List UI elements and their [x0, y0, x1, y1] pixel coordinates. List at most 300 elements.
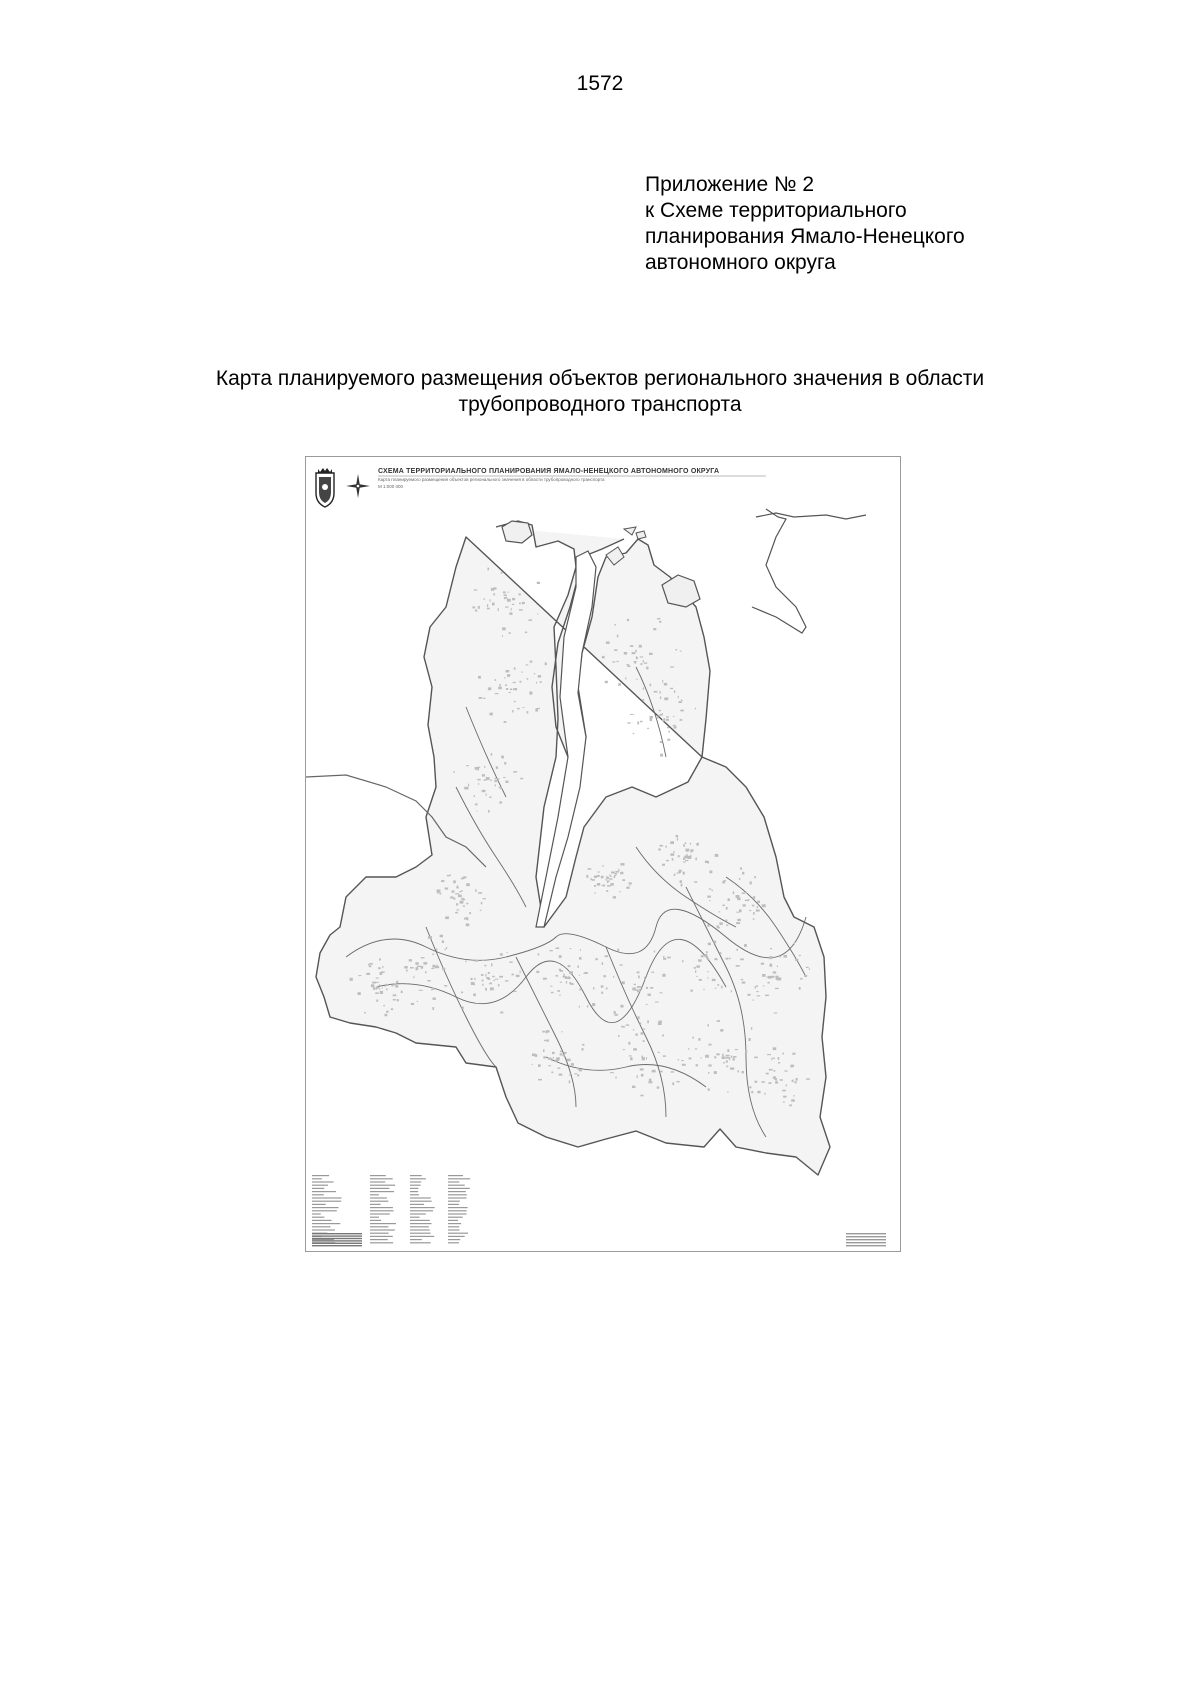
wetland-patch — [748, 899, 749, 901]
wetland-patch — [762, 974, 765, 977]
wetland-patch — [503, 777, 505, 778]
wetland-patch — [523, 707, 525, 708]
wetland-patch — [498, 687, 502, 689]
wetland-patch — [726, 907, 728, 910]
legend-entry — [312, 1220, 332, 1221]
wetland-patch — [701, 955, 704, 957]
wetland-patch — [640, 721, 643, 722]
wetland-patch — [615, 873, 617, 875]
wetland-patch — [695, 1048, 697, 1049]
wetland-patch — [447, 875, 451, 876]
wetland-patch — [504, 595, 506, 596]
wetland-patch — [514, 667, 516, 669]
wetland-patch — [755, 1081, 758, 1083]
wetland-patch — [607, 877, 608, 879]
wetland-patch — [757, 906, 758, 908]
wetland-patch — [481, 902, 483, 904]
wetland-patch — [773, 1076, 776, 1078]
wetland-patch — [643, 1040, 645, 1042]
wetland-patch — [664, 718, 665, 721]
wetland-patch — [491, 963, 493, 966]
wetland-patch — [648, 994, 651, 996]
wetland-patch — [483, 898, 486, 899]
wetland-patch — [606, 890, 608, 892]
wetland-patch — [625, 677, 626, 679]
legend-entry — [370, 1197, 387, 1198]
legend-entry — [410, 1223, 432, 1224]
wetland-patch — [556, 948, 560, 950]
wetland-patch — [655, 1002, 659, 1003]
wetland-patch — [699, 979, 702, 981]
wetland-patch — [629, 885, 630, 886]
wetland-patch — [455, 912, 458, 914]
map-caption: СХЕМА ТЕРРИТОРИАЛЬНОГО ПЛАНИРОВАНИЯ ЯМАЛО-НЕНЕЦКОГО АВТОНОМНОГО ОКРУГА — [378, 468, 720, 475]
wetland-patch — [709, 900, 711, 901]
legend-entry — [448, 1242, 459, 1243]
legend-entry — [410, 1226, 429, 1227]
wetland-patch — [556, 975, 559, 977]
wetland-patch — [756, 991, 758, 992]
wetland-patch — [480, 910, 482, 911]
wetland-patch — [768, 982, 770, 984]
legend-entry — [448, 1239, 460, 1240]
wetland-patch — [627, 722, 631, 723]
wetland-patch — [507, 952, 508, 953]
wetland-patch — [487, 604, 488, 607]
wetland-patch — [701, 1057, 702, 1058]
wetland-patch — [683, 861, 686, 862]
wetland-patch — [654, 951, 655, 953]
wetland-patch — [495, 778, 496, 780]
wetland-patch — [773, 1047, 777, 1050]
wetland-patch — [504, 762, 506, 765]
wetland-patch — [373, 985, 375, 987]
wetland-patch — [710, 871, 713, 874]
wetland-patch — [425, 971, 427, 973]
wetland-patch — [770, 948, 772, 949]
wetland-patch — [659, 691, 660, 694]
wetland-patch — [762, 904, 766, 907]
wetland-patch — [474, 589, 478, 590]
legend-entry — [448, 1188, 470, 1189]
wetland-patch — [703, 989, 704, 990]
wetland-patch — [548, 1058, 552, 1060]
wetland-patch — [500, 788, 502, 789]
wetland-patch — [657, 1086, 660, 1088]
wetland-patch — [466, 765, 469, 766]
wetland-patch — [662, 680, 663, 683]
wetland-patch — [571, 1063, 574, 1066]
wetland-patch — [756, 985, 758, 987]
wetland-patch — [614, 1011, 616, 1014]
wetland-patch — [682, 1064, 686, 1066]
wetland-patch — [368, 964, 369, 966]
wetland-patch — [460, 901, 464, 904]
wetland-patch — [482, 984, 483, 986]
wetland-patch — [511, 608, 512, 610]
wetland-patch — [495, 979, 499, 980]
wetland-patch — [484, 779, 487, 781]
wetland-patch — [444, 985, 447, 986]
wetland-patch — [486, 777, 487, 778]
wetland-patch — [519, 603, 521, 605]
wetland-patch — [761, 963, 764, 965]
wetland-patch — [763, 985, 765, 986]
wetland-patch — [478, 676, 481, 679]
wetland-patch — [783, 1102, 785, 1103]
wetland-patch — [773, 1058, 775, 1059]
wetland-patch — [610, 876, 612, 878]
island — [636, 531, 646, 539]
legend-entry — [312, 1245, 362, 1246]
wetland-patch — [379, 989, 381, 990]
wetland-patch — [714, 941, 717, 944]
legend-entry — [370, 1213, 390, 1214]
wetland-patch — [419, 990, 423, 991]
wetland-patch — [560, 1053, 563, 1055]
wetland-patch — [726, 958, 729, 960]
wetland-patch — [536, 682, 537, 684]
wetland-patch — [746, 892, 747, 894]
wetland-patch — [753, 896, 755, 899]
appendix-line: автономного округа — [645, 251, 836, 274]
wetland-patch — [709, 1044, 712, 1046]
wetland-patch — [780, 956, 781, 958]
wetland-patch — [499, 787, 502, 788]
wetland-patch — [574, 1073, 577, 1074]
wetland-patch — [672, 1082, 674, 1085]
wetland-patch — [754, 876, 756, 878]
wetland-patch — [376, 987, 379, 989]
wetland-patch — [450, 897, 454, 899]
wetland-patch — [471, 982, 475, 985]
wetland-patch — [634, 984, 636, 985]
wetland-patch — [698, 1038, 700, 1041]
wetland-patch — [376, 978, 379, 979]
wetland-patch — [605, 955, 609, 957]
wetland-patch — [602, 865, 603, 866]
wetland-patch — [644, 977, 645, 980]
wetland-patch — [563, 974, 564, 976]
wetland-patch — [582, 1044, 584, 1046]
wetland-patch — [725, 920, 727, 922]
wetland-patch — [486, 794, 487, 796]
wetland-patch — [806, 967, 809, 968]
wetland-patch — [745, 1050, 747, 1052]
wetland-patch — [649, 653, 653, 655]
wetland-patch — [545, 662, 547, 665]
wetland-patch — [618, 683, 621, 686]
wetland-patch — [658, 1021, 662, 1023]
wetland-patch — [753, 918, 755, 920]
wetland-patch — [654, 691, 658, 693]
wetland-patch — [615, 871, 619, 873]
wetland-patch — [633, 1048, 637, 1050]
wetland-patch — [749, 1086, 751, 1088]
wetland-patch — [507, 674, 510, 677]
wetland-patch — [778, 1057, 780, 1060]
wetland-patch — [723, 905, 725, 907]
wetland-patch — [696, 1064, 698, 1066]
wetland-patch — [804, 975, 807, 977]
wetland-patch — [784, 955, 788, 958]
wetland-patch — [463, 905, 465, 906]
wetland-patch — [551, 1060, 552, 1061]
legend-entry — [410, 1178, 426, 1179]
wetland-patch — [629, 666, 631, 667]
wetland-patch — [482, 980, 484, 982]
wetland-patch — [789, 1104, 792, 1106]
wetland-patch — [502, 635, 503, 637]
wetland-patch — [649, 1081, 650, 1083]
wetland-patch — [461, 890, 462, 891]
wetland-patch — [662, 713, 663, 714]
wetland-patch — [475, 610, 477, 612]
wetland-patch — [727, 1055, 729, 1056]
wetland-patch — [381, 991, 382, 993]
wetland-patch — [633, 733, 635, 734]
wetland-patch — [674, 690, 675, 693]
wetland-patch — [783, 1096, 786, 1098]
wetland-patch — [690, 843, 691, 845]
wetland-patch — [488, 687, 491, 690]
wetland-patch — [385, 1014, 388, 1017]
wetland-patch — [678, 696, 679, 698]
wetland-patch — [764, 1093, 765, 1095]
wetland-patch — [731, 990, 732, 992]
wetland-patch — [543, 1056, 546, 1058]
wetland-patch — [445, 916, 449, 919]
wetland-patch — [730, 1068, 733, 1070]
wetland-patch — [570, 948, 572, 949]
wetland-patch — [516, 975, 520, 977]
wetland-patch — [538, 953, 540, 955]
wetland-patch — [465, 961, 466, 963]
wetland-patch — [609, 878, 613, 879]
legend-entry — [410, 1181, 421, 1182]
wetland-patch — [670, 688, 673, 689]
legend-entry — [448, 1194, 467, 1195]
legend-entry — [410, 1191, 418, 1192]
wetland-patch — [791, 1099, 795, 1101]
wetland-patch — [432, 1007, 434, 1010]
wetland-patch — [666, 716, 668, 718]
wetland-patch — [486, 977, 488, 979]
wetland-patch — [677, 838, 678, 841]
wetland-patch — [685, 860, 688, 861]
wetland-patch — [719, 911, 721, 912]
wetland-patch — [794, 942, 795, 945]
wetland-patch — [510, 689, 512, 691]
wetland-patch — [369, 965, 371, 967]
appendix-block — [645, 172, 1085, 276]
wetland-patch — [678, 855, 680, 857]
wetland-patch — [769, 1069, 773, 1071]
wetland-patch — [636, 679, 637, 680]
wetland-patch — [731, 1056, 732, 1058]
wetland-patch — [638, 975, 639, 977]
wetland-patch — [635, 989, 638, 990]
wetland-patch — [466, 883, 470, 886]
wetland-patch — [421, 966, 424, 969]
legend-entry — [312, 1188, 324, 1189]
wetland-patch — [642, 699, 644, 701]
wetland-patch — [512, 710, 513, 712]
legend-entry — [448, 1217, 463, 1218]
wetland-patch — [749, 910, 751, 911]
wetland-patch — [520, 971, 521, 974]
wetland-patch — [372, 982, 376, 984]
wetland-patch — [708, 1024, 709, 1026]
legend-entry — [410, 1233, 431, 1234]
wetland-patch — [459, 891, 462, 892]
wetland-patch — [757, 901, 760, 904]
wetland-patch — [538, 1079, 542, 1081]
wetland-patch — [774, 1070, 776, 1072]
wetland-patch — [676, 835, 679, 838]
wetland-patch — [750, 881, 752, 884]
wetland-patch — [560, 982, 562, 983]
legend-entry — [846, 1242, 886, 1243]
wetland-patch — [471, 978, 473, 980]
wetland-patch — [658, 1022, 662, 1025]
legend-entry — [370, 1207, 393, 1208]
wetland-patch — [379, 958, 381, 960]
coat-of-arms-icon — [316, 468, 334, 507]
wetland-patch — [717, 984, 719, 986]
wetland-patch — [378, 967, 381, 969]
wetland-patch — [775, 988, 779, 989]
legend-entry — [370, 1242, 393, 1243]
wetland-patch — [478, 892, 482, 894]
wetland-patch — [618, 1035, 620, 1037]
wetland-patch — [472, 607, 475, 609]
wetland-patch — [666, 860, 669, 861]
wetland-patch — [695, 858, 697, 861]
wetland-patch — [476, 811, 477, 812]
wetland-patch — [577, 1074, 579, 1076]
legend-entry — [448, 1204, 459, 1205]
wetland-patch — [453, 880, 456, 883]
wetland-patch — [770, 963, 771, 965]
wetland-patch — [579, 957, 582, 960]
wetland-patch — [673, 716, 674, 717]
wetland-patch — [733, 1056, 737, 1058]
wetland-patch — [685, 842, 687, 844]
wetland-patch — [411, 1003, 414, 1005]
wetland-patch — [650, 718, 652, 721]
wetland-patch — [664, 683, 667, 686]
wetland-patch — [793, 1095, 795, 1096]
wetland-patch — [665, 846, 667, 848]
wetland-patch — [492, 603, 495, 606]
wetland-patch — [717, 1020, 720, 1022]
wetland-patch — [566, 981, 567, 984]
wetland-patch — [578, 965, 579, 968]
legend-entry — [370, 1226, 388, 1227]
wetland-patch — [484, 598, 485, 600]
wetland-patch — [726, 925, 728, 926]
wetland-patch — [708, 971, 709, 972]
wetland-patch — [673, 725, 676, 726]
wetland-patch — [543, 1049, 544, 1052]
wetland-patch — [650, 987, 653, 989]
wetland-patch — [521, 671, 522, 672]
wetland-patch — [469, 912, 471, 914]
legend-entry — [448, 1197, 467, 1198]
wetland-patch — [662, 1034, 664, 1036]
wetland-patch — [594, 885, 596, 887]
wetland-patch — [782, 1053, 784, 1055]
legend-entry — [448, 1229, 459, 1230]
wetland-patch — [776, 978, 779, 981]
wetland-patch — [683, 844, 685, 846]
wetland-patch — [496, 766, 498, 769]
wetland-patch — [490, 599, 491, 602]
wetland-patch — [376, 982, 379, 983]
wetland-patch — [727, 1049, 729, 1052]
wetland-patch — [500, 1012, 503, 1014]
legend-entry — [312, 1178, 322, 1179]
wetland-patch — [640, 656, 644, 657]
wetland-patch — [739, 878, 740, 880]
wetland-patch — [640, 1023, 642, 1025]
wetland-patch — [679, 701, 682, 703]
wetland-patch — [717, 925, 719, 927]
map-image — [305, 456, 901, 1252]
coastline — [756, 513, 866, 519]
wetland-patch — [721, 986, 722, 989]
wetland-patch — [381, 971, 385, 973]
wetland-patch — [708, 1072, 709, 1074]
wetland-patch — [376, 1000, 378, 1002]
wetland-patch — [792, 1080, 794, 1083]
wetland-patch — [445, 949, 446, 951]
legend-entry — [448, 1220, 458, 1221]
wetland-patch — [735, 1049, 738, 1050]
wetland-patch — [612, 661, 615, 662]
wetland-patch — [529, 691, 531, 694]
legend-entry — [448, 1207, 468, 1208]
wetland-patch — [506, 670, 510, 672]
wetland-patch — [634, 661, 637, 662]
legend-entry — [410, 1210, 433, 1211]
wetland-patch — [719, 922, 722, 925]
wetland-patch — [646, 1057, 647, 1060]
wetland-patch — [442, 968, 445, 970]
wetland-patch — [501, 756, 504, 759]
wetland-patch — [601, 876, 604, 879]
wetland-patch — [391, 1008, 393, 1010]
wetland-patch — [715, 988, 717, 989]
legend-entry — [448, 1226, 459, 1227]
wetland-patch — [690, 849, 693, 851]
legend-entry — [410, 1242, 431, 1243]
wetland-patch — [474, 978, 475, 980]
wetland-patch — [525, 632, 527, 634]
wetland-patch — [692, 1037, 694, 1039]
wetland-patch — [720, 1029, 723, 1032]
wetland-patch — [650, 684, 652, 687]
wetland-patch — [745, 900, 749, 902]
wetland-patch — [650, 716, 653, 719]
wetland-patch — [585, 972, 588, 974]
wetland-patch — [663, 956, 665, 958]
wetland-patch — [753, 912, 755, 915]
wetland-patch — [637, 721, 639, 724]
wetland-patch — [626, 1024, 630, 1025]
wetland-patch — [586, 875, 588, 878]
